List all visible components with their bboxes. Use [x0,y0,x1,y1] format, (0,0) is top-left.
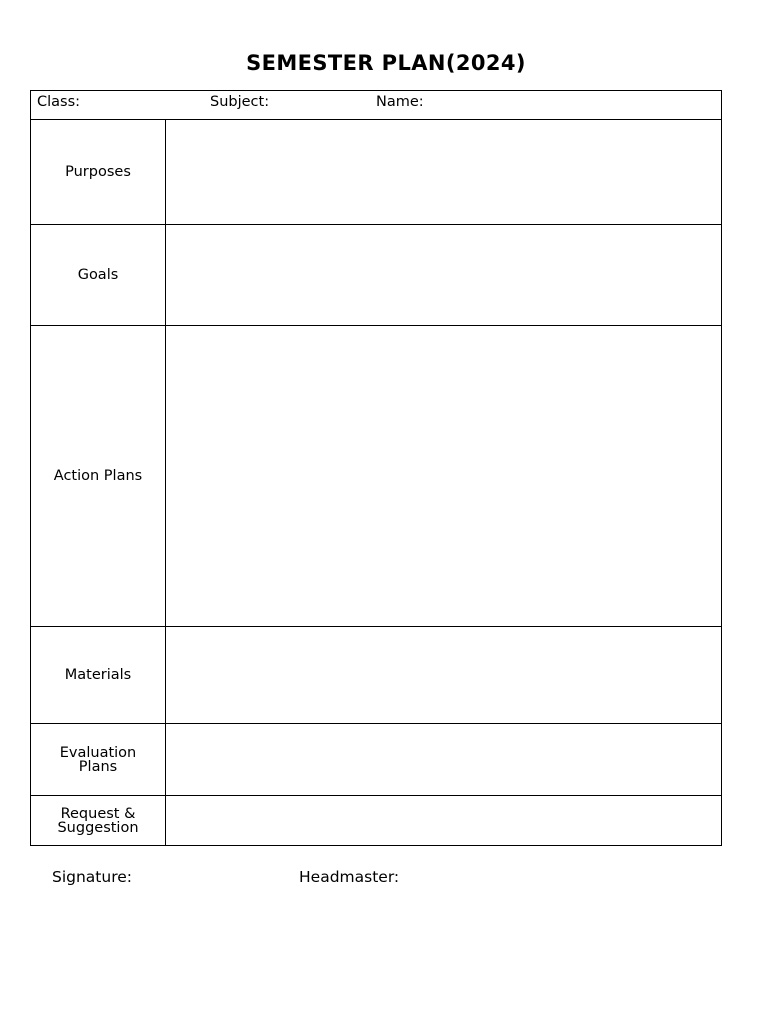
row-label-request-suggestion: Request & Suggestion [31,796,166,846]
signature-label: Signature: [52,868,132,886]
name-field-label: Name: [376,94,424,110]
row-label-purposes: Purposes [31,120,166,225]
table-row-goals [31,225,722,326]
row-content-request-suggestion[interactable] [166,796,722,846]
headmaster-label: Headmaster: [299,868,400,886]
header-row [31,91,722,120]
table-row-purposes [31,120,722,225]
page-title: SEMESTER PLAN(2024) [246,51,526,75]
subject-field-label: Subject: [210,94,270,110]
row-content-evaluation-plans[interactable] [166,724,722,796]
row-content-materials[interactable] [166,627,722,724]
row-content-purposes[interactable] [166,120,722,225]
semester-plan-table [30,90,722,846]
row-content-action-plans[interactable] [166,326,722,627]
header-cell [31,91,722,120]
row-content-goals[interactable] [166,225,722,326]
row-label-evaluation-plans: Evaluation Plans [31,724,166,796]
row-label-action-plans: Action Plans [31,326,166,627]
table-row-evaluation-plans [31,724,722,796]
row-label-materials: Materials [31,627,166,724]
class-field-label: Class: [37,94,81,110]
table-row-request-suggestion [31,796,722,846]
table-row-action-plans [31,326,722,627]
table-row-materials [31,627,722,724]
row-label-goals: Goals [31,225,166,326]
